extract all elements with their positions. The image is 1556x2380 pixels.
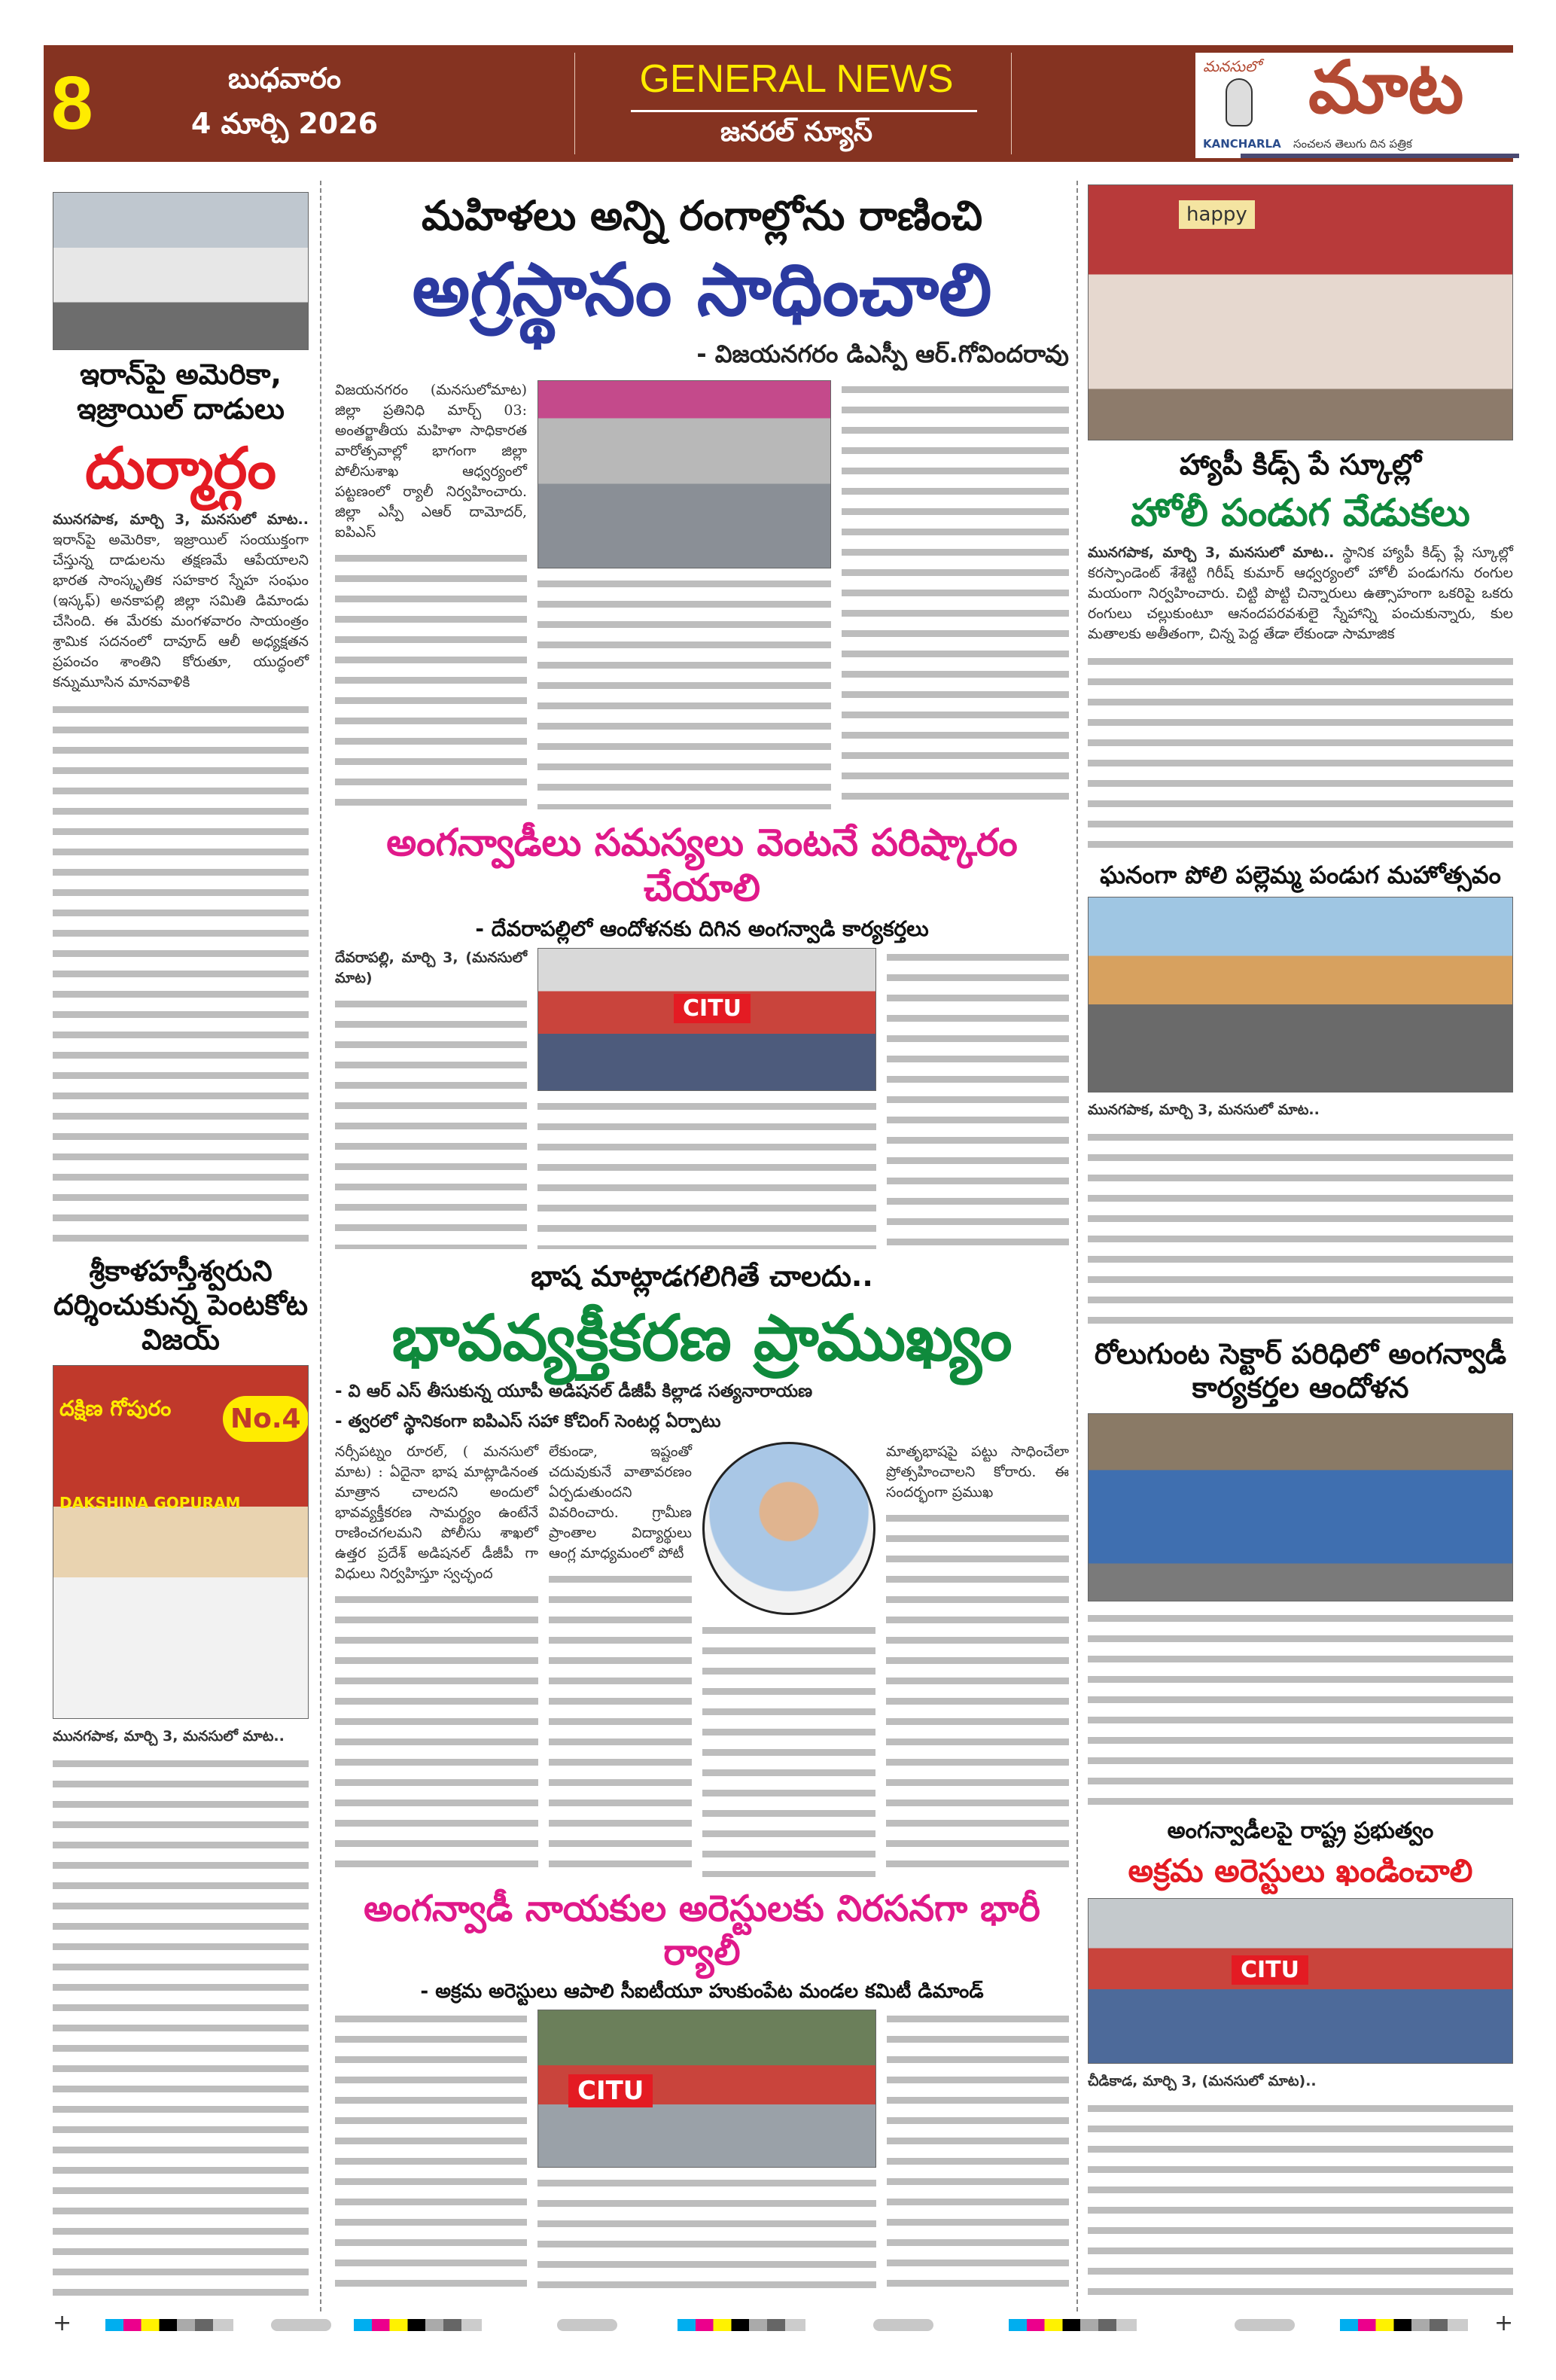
divider	[574, 53, 575, 154]
photo-sign: No.4	[223, 1396, 309, 1442]
logo-tagline: సంచలన తెలుగు దిన పత్రిక	[1293, 137, 1412, 151]
body-text-block	[1088, 652, 1513, 853]
story-byline: - విజయనగరం డిఎస్పీ ఆర్.గోవిందరావు	[696, 339, 1069, 368]
masthead	[44, 45, 1513, 162]
gray-bar	[271, 2319, 331, 2331]
logo-bar	[1241, 154, 1519, 158]
story-headline: భావవ్యక్తీకరణ ప్రాముఖ్యం	[391, 1300, 1012, 1375]
dateline-text: చీడికాడ, మార్చి 3, (మనసులో మాట)..	[1088, 2072, 1317, 2089]
day-label: బుధవారం	[227, 62, 342, 95]
citu-banner: CITU	[1232, 1955, 1308, 1985]
story-headline: శ్రీకాళహస్తీశ్వరుని దర్శించుకున్న పెంటకోట విజయ్	[53, 1254, 309, 1356]
body-text-block	[549, 1570, 692, 1877]
body-text-block	[1088, 1128, 1513, 1329]
section-rule	[631, 110, 977, 112]
color-bar	[354, 2319, 482, 2331]
story-body: లేకుండా, ఇష్టంతో చదువుకునే వాతావరణం ఏర్పడుతుందని వివరించారు. గ్రామీణ ప్రాంతాల విద్యార్థులు ఆంగ్ల మాధ్యమంలో పోటీ	[549, 1443, 692, 1562]
photo-sign: DAKSHINA GOPURAM	[59, 1493, 241, 1512]
section-title-te: జనరల్ న్యూస్	[720, 117, 873, 148]
photo-anganwadi-protest	[537, 948, 876, 1091]
story-sub: - దేవరాపల్లిలో ఆందోళనకు దిగిన అంగన్వాడి కార్యకర్తలు	[475, 916, 929, 941]
color-bar	[1340, 2319, 1468, 2331]
story-body: నర్సీపట్నం రూరల్, ( మనసులో మాట) : ఏదైనా భాష మాట్లాడినంత మాత్రాన చాలదని అందులో భావవ్యక్తీకరణ సామర్థ్యం ఉంటేనే రాణించగలమని పోలీసు శాఖలో ఉత్తర ప్రదేశ్ అడిషనల్ డీజీపీ గా విధులు నిర్వహిస్తూ స్వచ్ఛంద	[335, 1443, 538, 1583]
photo-sign: happy	[1179, 200, 1255, 229]
story-body	[53, 1726, 309, 1747]
body-text-block	[537, 574, 831, 809]
story-sub: - వి ఆర్ ఎస్ తీసుకున్న యూపీ అడిషనల్ డీజీపీ కిల్లాడ సత్యనారాయణ	[335, 1382, 813, 1402]
newspaper-logo	[1195, 53, 1527, 158]
dateline-text: దేవరాపల్లి, మార్చి 3, (మనసులో మాట)	[335, 949, 527, 986]
body-text-block	[335, 549, 527, 809]
date-label: 4 మార్చి 2026	[190, 107, 379, 140]
story-womens-rally	[335, 192, 1069, 809]
story-headline: హోలీ పండుగ వేడుకలు	[1131, 490, 1470, 535]
gray-bar	[1235, 2319, 1295, 2331]
story-sub: - త్వరలో స్థానికంగా ఐపిఎస్ సహా కోచింగ్ సెంటర్ల ఏర్పాటు	[335, 1412, 721, 1432]
story-body: మాతృభాషపై పట్టు సాధించేలా ప్రోత్సహించాలని కోరారు. ఈ సందర్భంగా ప్రముఖ	[886, 1443, 1069, 1501]
body-text-block	[886, 1509, 1069, 1877]
color-bar	[678, 2319, 805, 2331]
body-text-block	[53, 1754, 309, 2300]
logo-small-text: మనసులో	[1203, 57, 1261, 75]
story-kicker: హ్యాపీ కిడ్స్ పే స్కూల్లో	[1179, 448, 1422, 481]
photo-hukumpeta-rally	[537, 2010, 876, 2168]
photo-cheedikada-protest	[1088, 1898, 1513, 2064]
section-title-en: GENERAL NEWS	[639, 57, 954, 101]
story-sub: - అక్రమ అరెస్టులు ఆపాలి సీఐటీయూ హుకుంపేట మండల కమిటీ డిమాండ్	[420, 1980, 984, 2004]
photo-polipallemma-festival	[1088, 897, 1513, 1092]
gray-bar	[873, 2319, 933, 2331]
story-body: విజయనగరం (మనసులోమాట) జిల్లా ప్రతినిధి మార్చ్ 03: అంతర్జాతీయ మహిళా సాధికారత వారోత్సవాల్లో భాగంగా జిల్లా పోలీసుశాఖ ఆధ్వర్యంలో పట్టణంలో ర్యాలీ నిర్వహించారు. జిల్లా ఎస్పీ ఎఆర్ దామోదర్, ఐపిఎస్	[335, 381, 527, 541]
photo-temple-visit	[53, 1365, 309, 1719]
body-text-block	[537, 2174, 876, 2300]
color-bar	[105, 2319, 233, 2331]
portrait-icon	[1226, 78, 1253, 126]
gray-bar	[557, 2319, 617, 2331]
crop-mark-icon: +	[1494, 2310, 1514, 2336]
photo-satyanarayana	[702, 1442, 875, 1615]
body-text-block	[702, 1621, 875, 1877]
story-hukumpeta-rally	[335, 1888, 1069, 2300]
page-number: 8	[51, 61, 93, 145]
dateline	[1088, 1100, 1513, 1120]
story-anganwadi-devarapalli	[335, 820, 1069, 1249]
body-text-block	[842, 380, 1069, 809]
story-body	[1088, 543, 1513, 645]
story-expression	[335, 1260, 1069, 1877]
body-text-block	[887, 2010, 1069, 2300]
story-body	[53, 510, 309, 693]
story-kicker: అంగన్వాడీలపై రాష్ట్ర ప్రభుత్వం	[1167, 1818, 1434, 1845]
photo-iscuf-meeting	[53, 192, 309, 350]
dateline: మునగపాక, మార్చి 3, మనసులో మాట..	[53, 1727, 285, 1745]
column-divider	[1076, 181, 1078, 2311]
dateline-text: మునగపాక, మార్చి 3, మనసులో మాట..	[1088, 1102, 1320, 1119]
color-bar	[1009, 2319, 1137, 2331]
center-column	[335, 192, 1069, 2300]
story-kicker: మహిళలు అన్ని రంగాల్లోను రాణించి	[421, 192, 983, 239]
dateline: మునగపాక, మార్చి 3, మనసులో మాట..	[53, 511, 309, 529]
story-kicker: భాష మాట్లాడగలిగితే చాలదు..	[531, 1260, 873, 1293]
story-headline: అగ్రస్థానం సాధించాలి	[412, 247, 992, 332]
story-kicker: ఇరాన్‌పై అమెరికా, ఇజ్రాయిల్ దాడులు	[77, 358, 285, 425]
photo-police-rally	[537, 380, 831, 568]
citu-banner: CITU	[568, 2074, 653, 2107]
body-text-block	[1088, 1609, 1513, 1810]
column-divider	[320, 181, 321, 2311]
story-headline: అంగన్వాడీ నాయకుల అరెస్టులకు నిరసనగా భారీ ర్యాలీ	[364, 1888, 1040, 1973]
story-headline: అక్రమ అరెస్టులు ఖండించాలి	[1128, 1852, 1473, 1890]
body-text: స్థానిక హ్యాపీ కిడ్స్ ప్లే స్కూల్లో కరస్పాండెంట్ శేశెట్టి గిరీష్ కుమార్ ఆధ్వర్యంలో హోలీ పండుగను రంగుల మయంగా నిర్వహించారు. చిట్టి పొట్టి చిన్నారులు ఉత్సాహంగా ఒకరిపై ఒకరు రంగులు చల్లుకుంటూ ఆనందపరవశులై స్నేహాన్ని పంచుకున్నారు, కుల మతాలకు అతీతంగా, చిన్న పెద్ద తేడా లేకుండా సామాజిక	[1088, 544, 1513, 642]
body-text-block	[537, 1097, 876, 1249]
body-text-block	[335, 1590, 538, 1877]
divider	[1011, 53, 1012, 154]
photo-rolugunta-protest	[1088, 1413, 1513, 1601]
body-text-block	[53, 700, 309, 1246]
story-headline: ఘనంగా పోలి పల్లెమ్మ పండుగ మహోత్సవం	[1100, 860, 1501, 889]
body-text-block	[887, 948, 1069, 1249]
citu-banner: CITU	[674, 994, 751, 1023]
left-column	[53, 192, 309, 2300]
body-text: ఇరాన్‌పై అమెరికా, ఇజ్రాయిల్ సంయుక్తంగా చేస్తున్న దాడులను తక్షణమే ఆపేయాలని భారత సాంస్కృతిక సహకార స్నేహ సంఘం (ఇస్కఫ్) అనకాపల్లి జిల్లా సమితి డిమాండు చేసింది. ఈ మేరకు మంగళవారం సాయంత్రం శ్రామిక సదనంలో దావూద్ ఆలీ అధ్యక్షతన ప్రపంచం శాంతిని కోరుతూ, యుద్ధంలో కన్నుమూసిన మానవాళికి	[53, 532, 309, 691]
story-headline: రోలుగుంట సెక్టార్ పరిధిలో అంగన్వాడీ కార్యకర్తల ఆందోళన	[1094, 1336, 1507, 1405]
right-column	[1088, 184, 1513, 2300]
body-text-block	[335, 995, 527, 1249]
photo-sign: దక్షిణ గోపురం	[59, 1395, 172, 1421]
dateline	[1088, 2071, 1513, 2092]
story-headline: దుర్మార్గం	[84, 434, 277, 502]
story-headline: అంగన్వాడీలు సమస్యలు వెంటనే పరిష్కారం చేయాలి	[386, 821, 1018, 910]
body-text-block	[1088, 2099, 1513, 2300]
body-text-block	[335, 2010, 527, 2300]
dateline: మునగపాక, మార్చి 3, మనసులో మాట..	[1088, 544, 1335, 561]
photo-holi-kids	[1088, 184, 1513, 440]
crop-mark-icon: +	[53, 2310, 72, 2336]
dateline	[335, 948, 527, 989]
logo-big-text: మాట	[1308, 53, 1464, 130]
logo-brand: KANCHARLA	[1203, 137, 1281, 151]
